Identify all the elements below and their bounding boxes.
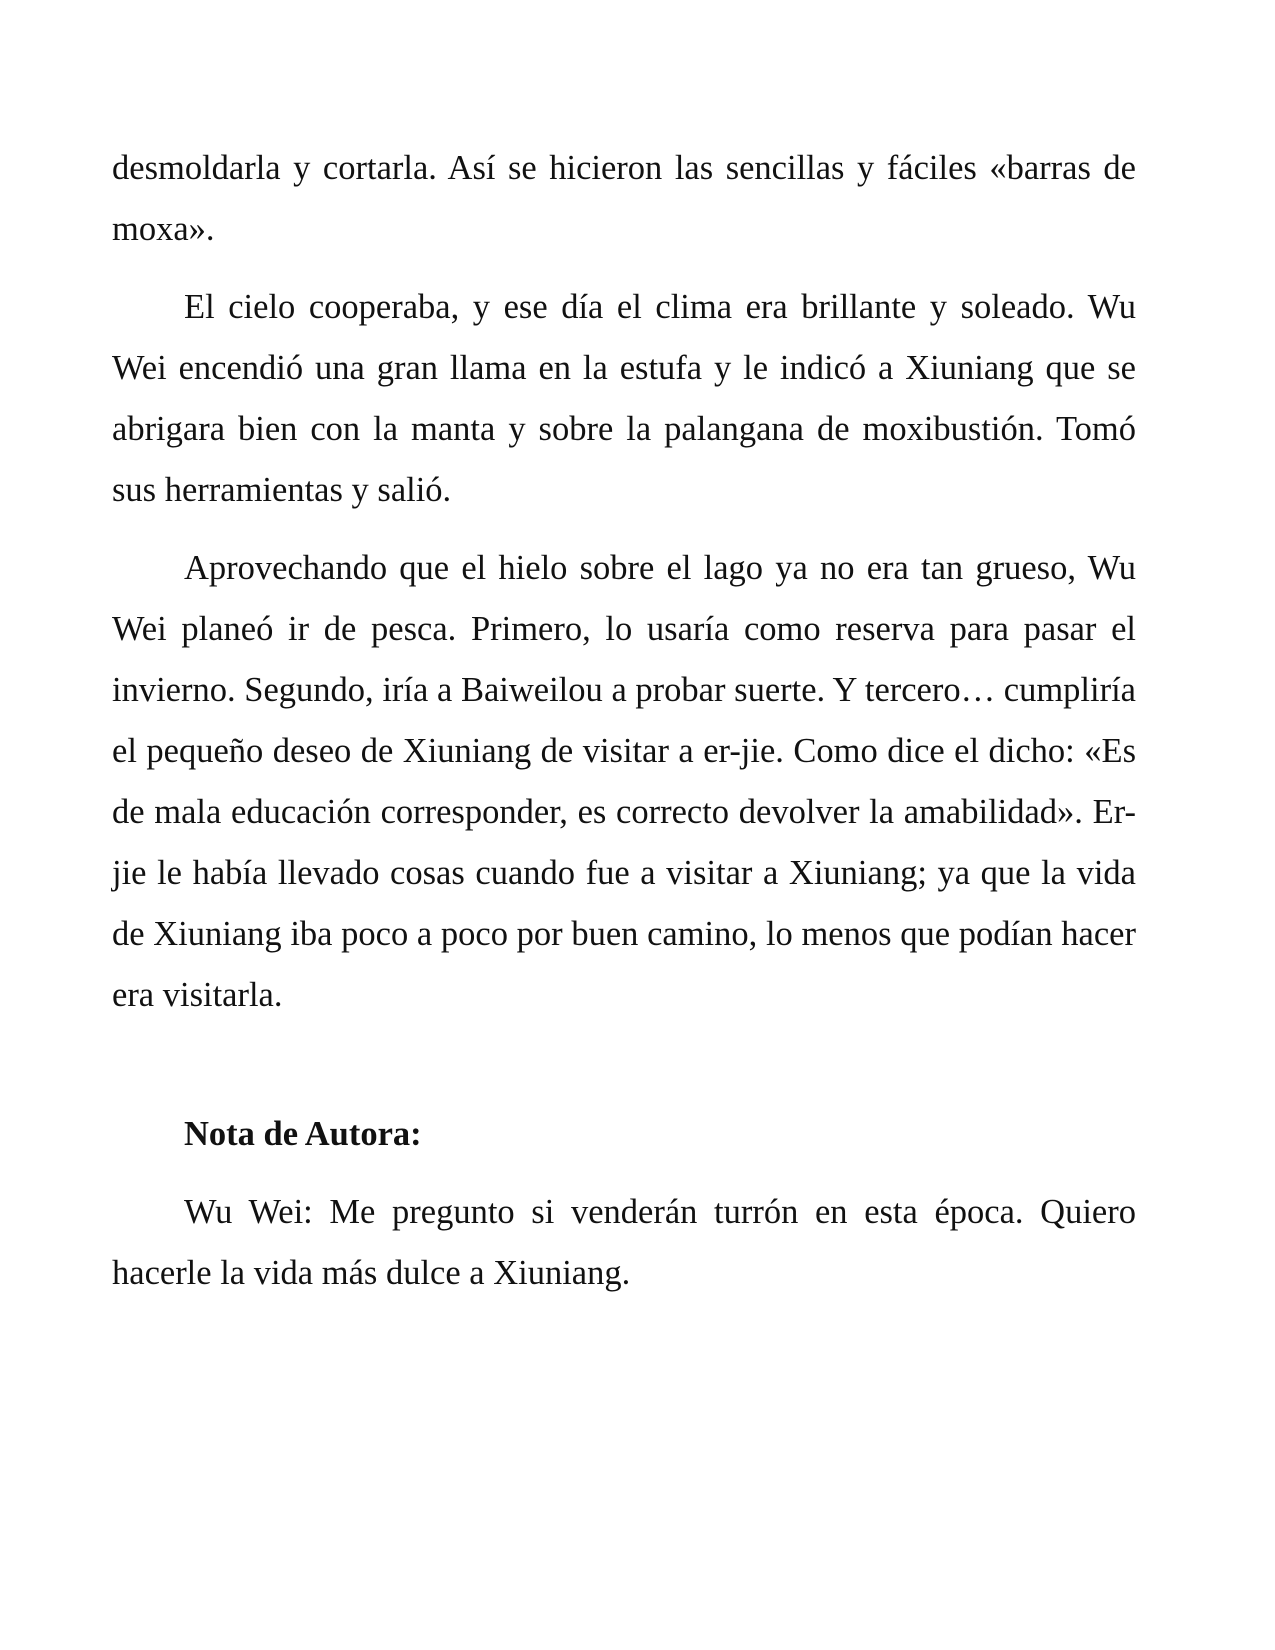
author-note-heading: Nota de Autora:	[184, 1115, 422, 1153]
document-page	[112, 138, 1136, 1321]
paragraph-weather: El cielo cooperaba, y ese día el clima era brillante y soleado. Wu Wei encendió una gran llama en la estufa y le indicó a Xiuniang que se abrigara bien con la manta y sobre la palangana de moxibustión. Tomó sus herramientas y salió.	[112, 288, 1136, 509]
paragraph-fishing-plan: Aprovechando que el hielo sobre el lago ya no era tan grueso, Wu Wei planeó ir de pesca. Primero, lo usaría como reserva para pasar el invierno. Segundo, iría a Baiweilou a probar suerte. Y tercero… cumpliría el pequeño deseo de Xiuniang de visitar a er-jie. Como dice el dicho: «Es de mala educación corresponder, es correcto devolver la amabilidad». Er-jie le había llevado cosas cuando fue a visitar a Xiuniang; ya que la vida de Xiuniang iba poco a poco por buen camino, lo menos que podían hacer era visitarla.	[112, 549, 1136, 1014]
author-note-text: Wu Wei: Me pregunto si venderán turrón en esta época. Quiero hacerle la vida más dulce a Xiuniang.	[112, 1193, 1136, 1292]
paragraph-continuation: desmoldarla y cortarla. Así se hicieron las sencillas y fáciles «barras de moxa».	[112, 149, 1136, 248]
